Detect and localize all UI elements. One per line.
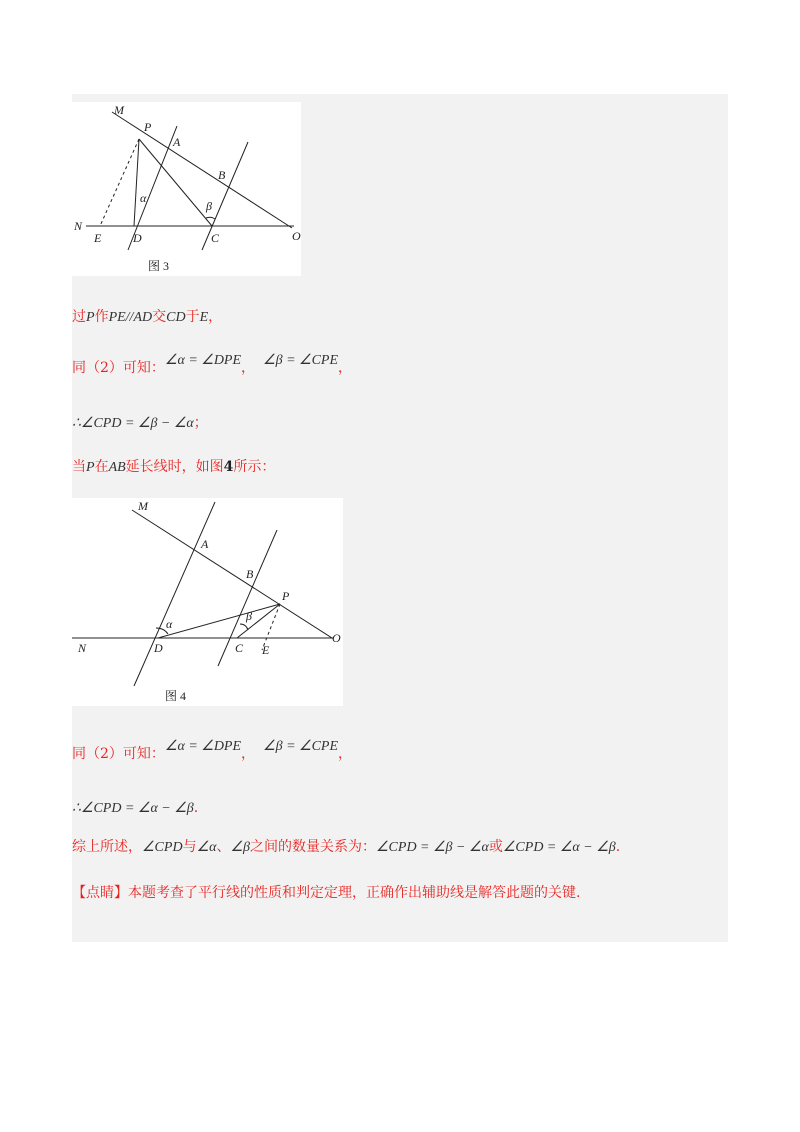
label-P: P: [144, 120, 152, 134]
text-line-8: 【点睛】本题考查了平行线的性质和判定定理，正确作出辅助线是解答此题的关键.: [72, 885, 581, 901]
line-MO: [132, 510, 332, 638]
text-line-5: 同（2）可知：∠α = ∠DPE， ∠β = ∠CPE，: [72, 739, 353, 762]
line-AD: [134, 502, 215, 686]
arc-beta: [206, 217, 215, 219]
segment-PE-dashed: [100, 139, 139, 226]
arc-beta: [240, 624, 248, 630]
figure-4: [72, 498, 343, 706]
segment-PD: [158, 604, 280, 638]
label-E: E: [94, 231, 102, 245]
label-P: P: [282, 589, 290, 603]
label-N: N: [78, 641, 87, 655]
label-O: O: [332, 631, 341, 645]
label-beta: β: [206, 199, 212, 213]
label-D: D: [154, 641, 163, 655]
figure-3-caption: 图 3: [148, 259, 170, 273]
label-alpha: α: [166, 617, 173, 631]
line-BC: [202, 142, 248, 250]
text-line-6: ∴∠CPD = ∠α − ∠β.: [72, 800, 199, 816]
figure-4-caption: 图 4: [165, 689, 187, 703]
label-A: A: [201, 537, 209, 551]
figure-3: [72, 102, 301, 276]
label-O: O: [292, 229, 301, 243]
line-MO: [112, 112, 292, 228]
segment-PD: [134, 139, 139, 226]
label-C: C: [211, 231, 220, 245]
text-line-1: 过P作PE//AD交CD于E，: [72, 309, 223, 325]
label-alpha: α: [140, 191, 147, 205]
text-line-4: 当P在AB延长线时，如图4所示：: [72, 459, 276, 475]
figure-3-diagram: [72, 102, 301, 276]
label-M: M: [138, 499, 148, 513]
highlight-tag: 【点睛】: [72, 885, 128, 901]
label-C: C: [235, 641, 244, 655]
label-M: M: [114, 103, 124, 117]
figure-4-diagram: [72, 498, 343, 706]
text-line-7: 综上所述，∠CPD与∠α、∠β之间的数量关系为：∠CPD = ∠β − ∠α或∠CPD = ∠α − ∠β.: [72, 839, 621, 855]
segment-PC: [139, 139, 212, 226]
text-line-3: ∴∠CPD = ∠β − ∠α；: [72, 415, 208, 431]
text-line-2: 同（2）可知：∠α = ∠DPE， ∠β = ∠CPE，: [72, 353, 353, 376]
label-B: B: [246, 567, 254, 581]
label-beta: β: [246, 609, 252, 623]
label-D: D: [133, 231, 142, 245]
label-N: N: [74, 219, 83, 233]
label-B: B: [218, 168, 226, 182]
label-A: A: [173, 135, 181, 149]
label-E: E: [262, 643, 270, 657]
content-panel: [72, 94, 728, 942]
